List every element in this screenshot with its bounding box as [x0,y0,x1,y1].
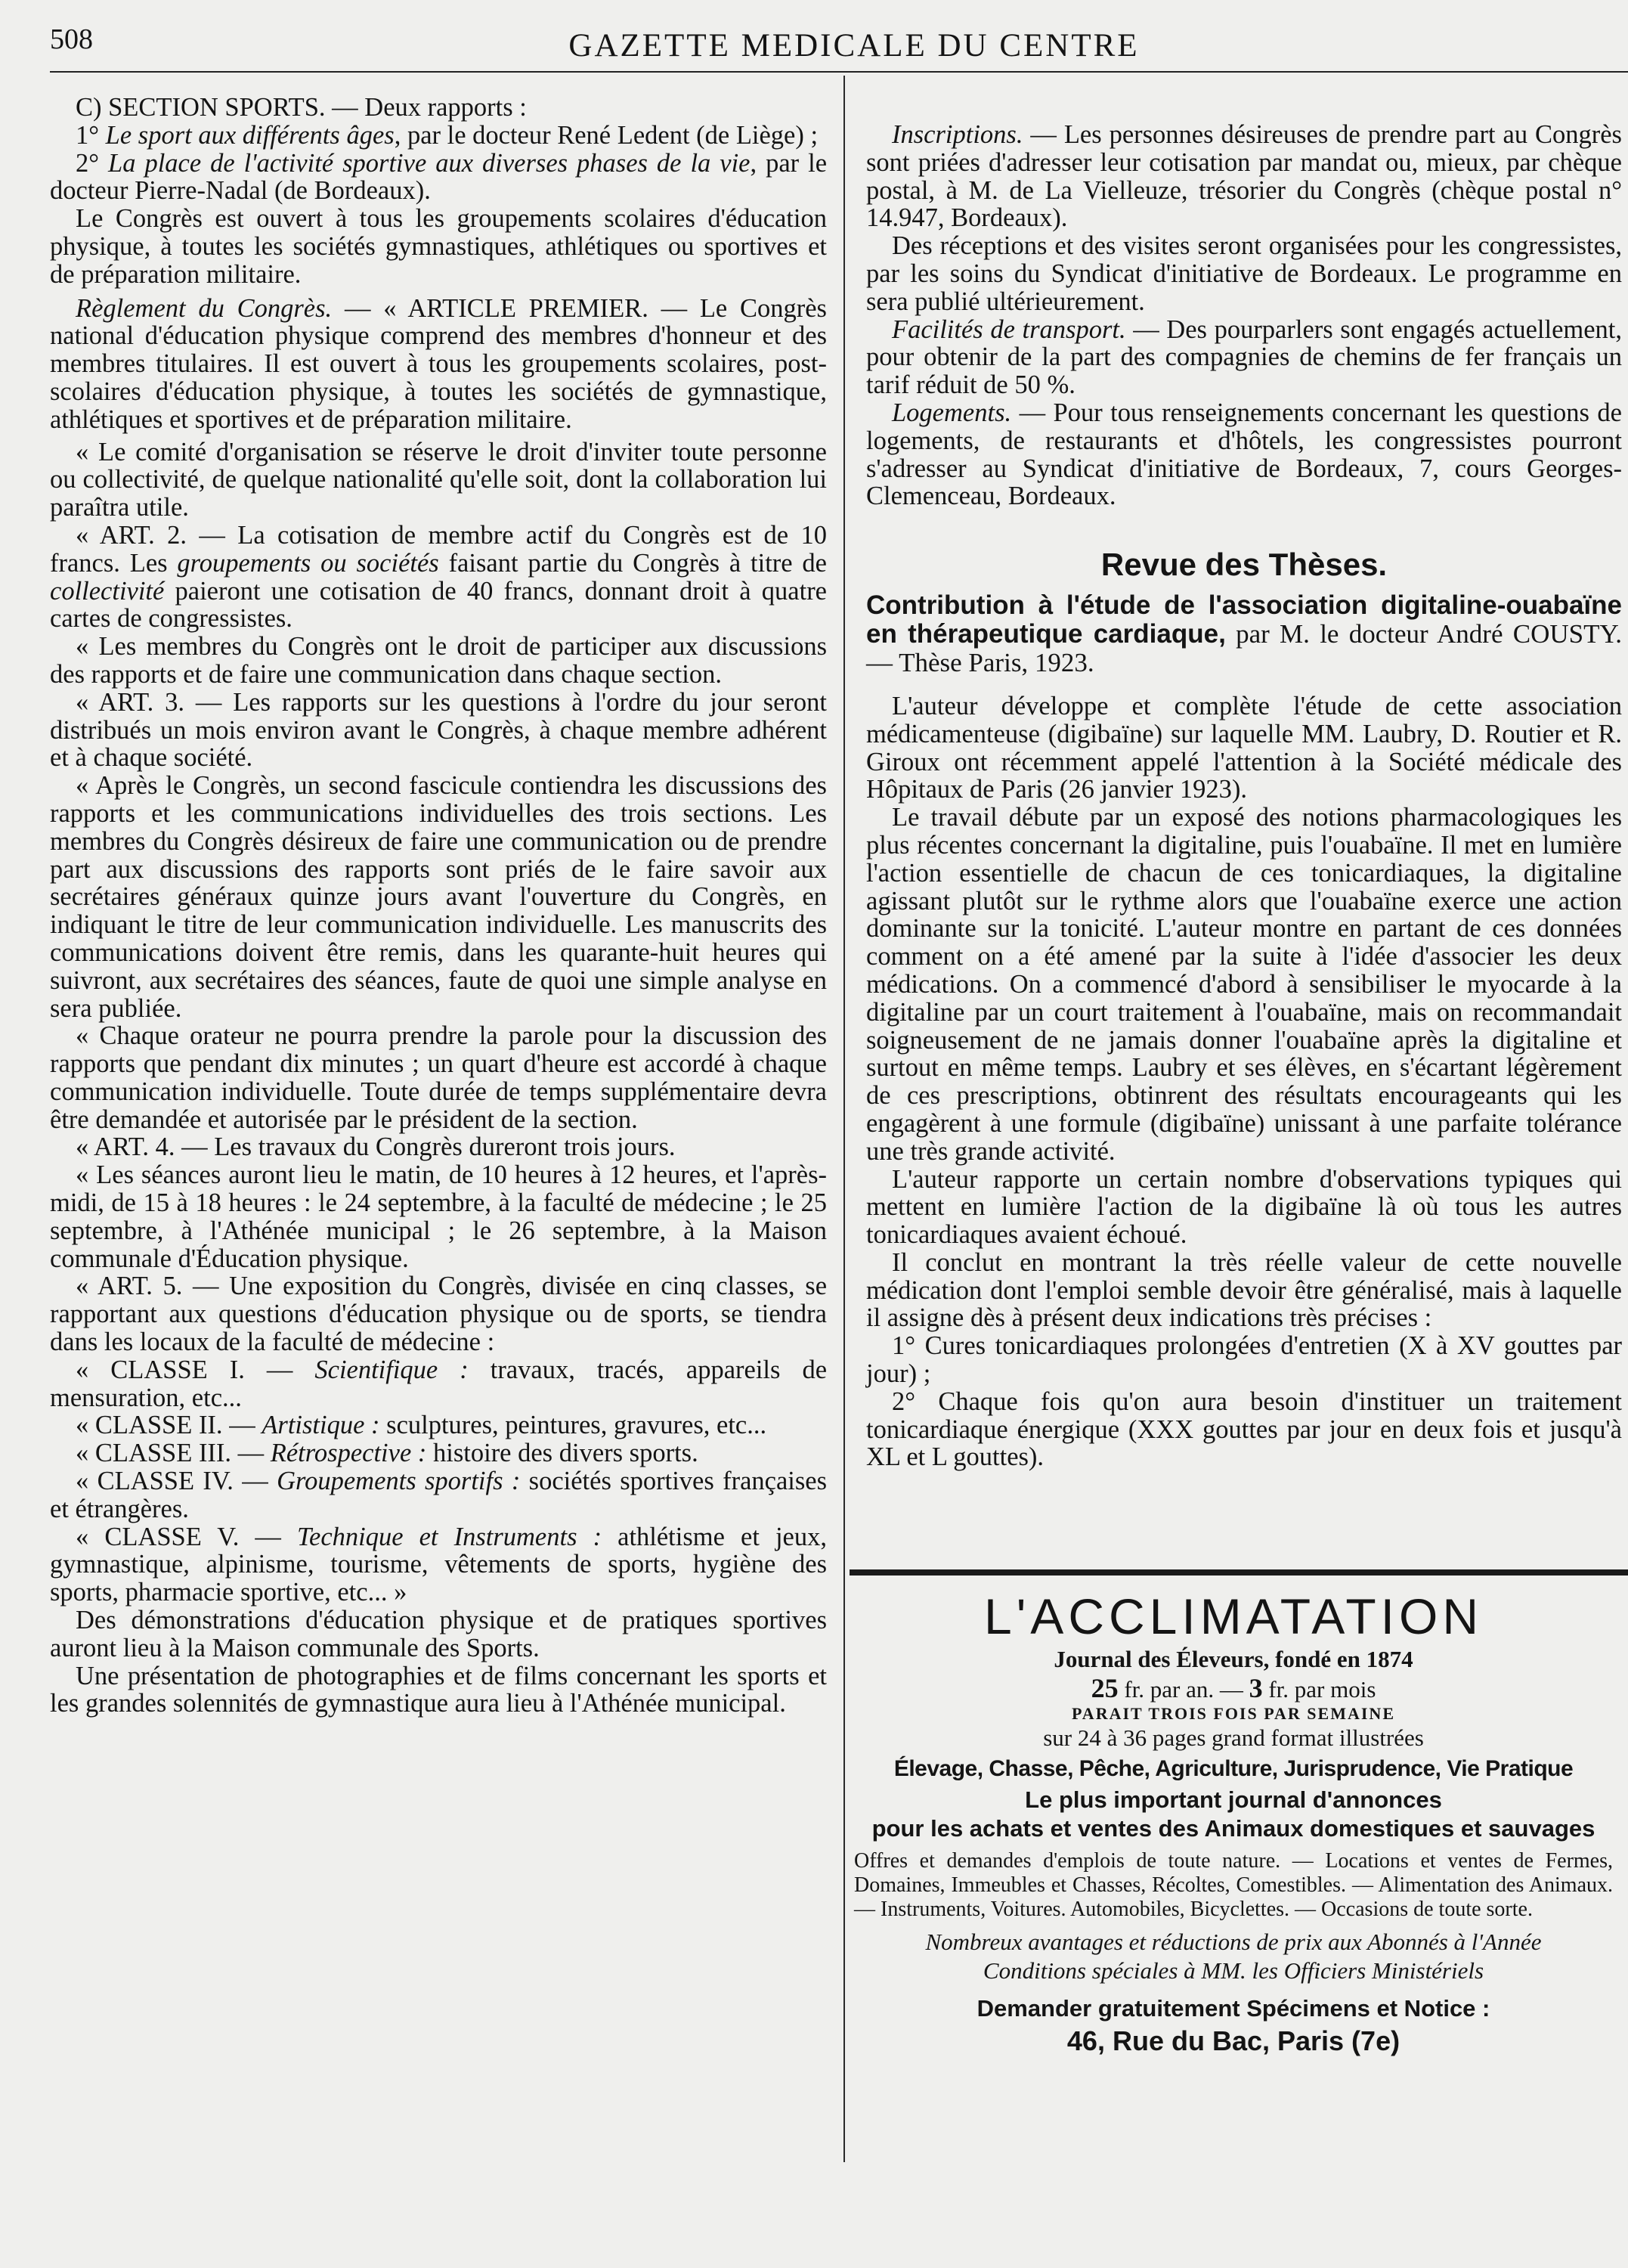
logements-paragraph: Logements. — Pour tous renseignements concernant les questions de logements, de restaurants et d'hôtels, les congressistes pourront s'adresser au Syndicat d'initiative de Bordeaux, 7, cours Georges-Clemenceau, Bordeaux. [866,398,1622,511]
comite-paragraph: « Le comité d'organisation se réserve le droit d'inviter toute personne ou collectivité, de quelque nationalité qu'elle soit, dont la collaboration lui paraîtra utile. [50,437,827,522]
ad-specimens: Demander gratuitement Spécimens et Notice : [976,1995,1490,2022]
classe-5: « CLASSE V. — Technique et Instruments : athlétisme et jeux, gymnastique, alpinisme, tourisme, vêtements de sports, hygiène des sports, pharmacie sportive, etc... » [50,1522,827,1607]
article-5: « ART. 5. — Une exposition du Congrès, divisée en cinq classes, se rapportant aux questions d'éducation physique ou de sports, se tiendra dans les locaux de la faculté de médecine : [50,1272,828,1357]
ad-topics: Élevage, Chasse, Pêche, Agriculture, Jurisprudence, Vie Pratique [893,1756,1574,1781]
inscriptions-paragraph: Inscriptions. — Les personnes désireuses de prendre part au Congrès sont priées d'adresser leur cotisation par mandat ou, mieux, par chèque postal, à M. de La Vielleuze, trésorier du Congrès (chèque postal n° 14.947, Bordeaux). [866,120,1622,233]
ad-subtitle: Journal des Éleveurs, fondé en 1874 [1054,1646,1413,1672]
report-1: 1° Le sport aux différents âges, par le docteur René Ledent (de Liège) ; [76,120,819,150]
page-header [0,17,1628,70]
receptions-paragraph: Des réceptions et des visites seront organisées pour les congressistes, par les soins du Syndicat d'initiative de Bordeaux. Le programme en sera publié ultérieurement. [866,231,1622,316]
page-number: 508 [50,23,93,55]
reglement-paragraph: Règlement du Congrès. — « ARTICLE PREMIER. — Le Congrès national d'éducation physique comprend des membres d'honneur et des membres titulaires. Il est ouvert à tous les groupements scolaires, post-scolaires d'éducation physique, à toutes les sociétés de gymnastique, athlétiques et sportives et de préparation militaire. [50,293,827,434]
thesis-title: Contribution à l'étude de l'association digitaline-ouabaïne en thérapeutique cardiaque, par M. le docteur André COUSTY. — Thèse Paris, 1923. [866,590,1623,677]
congress-open-paragraph: Le Congrès est ouvert à tous les groupements scolaires d'éducation physique, à toutes les sociétés gymnastiques, athlétiques ou sportives et de préparation militaire. [50,204,827,289]
presentation-paragraph: Une présentation de photographies et de films concernant les sports et les grandes solennités de gymnastique aura lieu à l'Athénée municipal. [50,1661,827,1718]
acclimatation-advertisement [839,1569,1628,2059]
thesis-paragraph-2: Le travail débute par un exposé des notions pharmacologiques les plus récentes concernant la digitaline, puis l'ouabaïne. Il met en lumière l'action essentielle de chacun de ces tonicardiaques, la digitaline agissant plutôt sur le rythme alors que l'ouabaïne exerce une action dominante sur la tonicité. L'auteur montre en partant de ces données comment on a été amené par la suite à l'idée d'associer les deux médications. On a commencé d'abord à sensibiliser le myocarde à la digitaline par un court traitement à l'ouabaïne, mais on recommandait soigneusement de ne jamais donner l'ouabaïne après la digitaline et surtout en même temps. Laubry et ses élèves, en s'écartant légèrement de ces prescriptions, obtinrent des résultats encourageants qui les engagèrent à une formule (digibaïne) unissant à une parfaite tolérance une très grande activité. [866,803,1622,1166]
ad-avantages: Nombreux avantages et réductions de prix aux Abonnés à l'Année [925,1929,1542,1955]
ad-offers: Offres et demandes d'emplois de toute nature. — Locations et ventes de Fermes, Domaines, Immeubles et Chasses, Récoltes, Comestibles. — Alimentation des Animaux. — Instruments, Voitures. Automobiles, Bicyclettes. — Occasions de toute sorte. [854,1849,1613,1921]
ad-price: 25 fr. par an. — 3 fr. par mois [1091,1673,1376,1703]
classe-3: « CLASSE III. — Rétrospective : histoire des divers sports. [76,1439,698,1468]
right-column [866,121,1622,1471]
report-2: 2° La place de l'activité sportive aux diverses phases de la vie, par le docteur Pierre-Nadal (de Bordeaux). [50,148,828,206]
article-3: « ART. 3. — Les rapports sur les questions à l'ordre du jour seront distribués un mois environ avant le Congrès, à chaque membre adhérent et à chaque société. [50,687,827,773]
thesis-indication-1: 1° Cures tonicardiaques prolongées d'entretien (X à XV gouttes par jour) ; [866,1331,1622,1389]
ad-frequency: PARAIT TROIS FOIS PAR SEMAINE [1072,1704,1395,1723]
classe-1: « CLASSE I. — Scientifique : travaux, tracés, appareils de mensuration, etc... [50,1355,828,1412]
article-4: « ART. 4. — Les travaux du Congrès dureront trois jours. [76,1132,676,1162]
ad-pages: sur 24 à 36 pages grand format illustrées [1043,1724,1424,1751]
header-rule [50,71,1628,73]
apres-congres-paragraph: « Après le Congrès, un second fascicule contiendra les discussions des rapports et les communications individuelles des trois sections. Les membres du Congrès désireux de faire une communication ou de prendre part aux discussions des rapports sont priés de le faire savoir aux secrétaires généraux quinze jours avant l'ouverture du Congrès, en indiquant le titre de leur communication individuelle. Les manuscrits des communications doivent être remis, dans les quarante-huit heures qui suivront, aux secrétaires des séances, faute de quoi une simple analyse en sera publiée. [50,771,827,1023]
ad-address: 46, Rue du Bac, Paris (7e) [1066,2025,1401,2056]
ad-conditions: Conditions spéciales à MM. les Officiers Ministériels [983,1957,1484,1984]
seances-paragraph: « Les séances auront lieu le matin, de 10 heures à 12 heures, et l'après-midi, de 15 à 18 heures : le 24 septembre, à la faculté de médecine ; le 25 septembre, à l'Athénée municipal ; le 26 septembre, à la Maison communale d'Éducation physique. [50,1160,827,1273]
demonstrations-paragraph: Des démonstrations d'éducation physique et de pratiques sportives auront lieu à la Maison communale des Sports. [50,1606,827,1662]
thesis-indication-2: 2° Chaque fois qu'on aura besoin d'instituer un traitement tonicardiaque énergique (XXX gouttes par jour en deux fois et jusqu'à XL et L gouttes). [866,1387,1622,1472]
thesis-paragraph-1: L'auteur développe et complète l'étude de cette association médicamenteuse (digibaïne) sur laquelle MM. Laubry, D. Routier et R. Giroux ont récemment appelé l'attention à la Société médicale des Hôpitaux de Paris (26 janvier 1923). [866,691,1622,804]
ad-title: L'ACCLIMATATION [984,1588,1483,1644]
ad-annonces-1: Le plus important journal d'annonces [1025,1786,1442,1813]
classe-2: « CLASSE II. — Artistique : sculptures, peintures, gravures, etc... [76,1411,767,1440]
journal-title: GAZETTE MEDICALE DU CENTRE [568,28,1140,64]
left-column [50,94,827,1718]
article-2: « ART. 2. — La cotisation de membre actif du Congrès est de 10 francs. Les groupements ou sociétés faisant partie du Congrès à titre de collectivité paieront une cotisation de 40 francs, donnant droit à quatre cartes de congressistes. [50,520,827,634]
section-sports-heading: C) SECTION SPORTS. — Deux rapports : [76,93,527,122]
classe-4: « CLASSE IV. — Groupements sportifs : sociétés sportives françaises et étrangères. [50,1467,828,1523]
membres-paragraph: « Les membres du Congrès ont le droit de participer aux discussions des rapports et de faire une communication dans chaque section. [50,632,827,689]
ad-top-rule [850,1569,1628,1576]
orateur-paragraph: « Chaque orateur ne pourra prendre la parole pour la discussion des rapports que pendant dix minutes ; un quart d'heure est accordé à chaque communication individuelle. Toute durée de temps supplémentaire devra être demandée et autorisée par le président de la section. [50,1021,827,1134]
transport-paragraph: Facilités de transport. — Des pourparlers sont engagés actuellement, pour obtenir de la part des compagnies de chemins de fer français un tarif réduit de 50 %. [866,314,1622,400]
ad-annonces-2: pour les achats et ventes des Animaux domestiques et sauvages [871,1815,1596,1842]
thesis-paragraph-3: L'auteur rapporte un certain nombre d'observations typiques qui mettent en lumière l'action de la digibaïne là où tous les autres tonicardiaques avaient échoué. [866,1164,1622,1250]
revue-des-theses-title: Revue des Thèses. [1100,547,1388,583]
thesis-paragraph-4: Il conclut en montrant la très réelle valeur de cette nouvelle médication dont l'emploi semble devoir être généralisé, mais à laquelle il assigne dès à présent deux indications très précises : [866,1247,1622,1333]
